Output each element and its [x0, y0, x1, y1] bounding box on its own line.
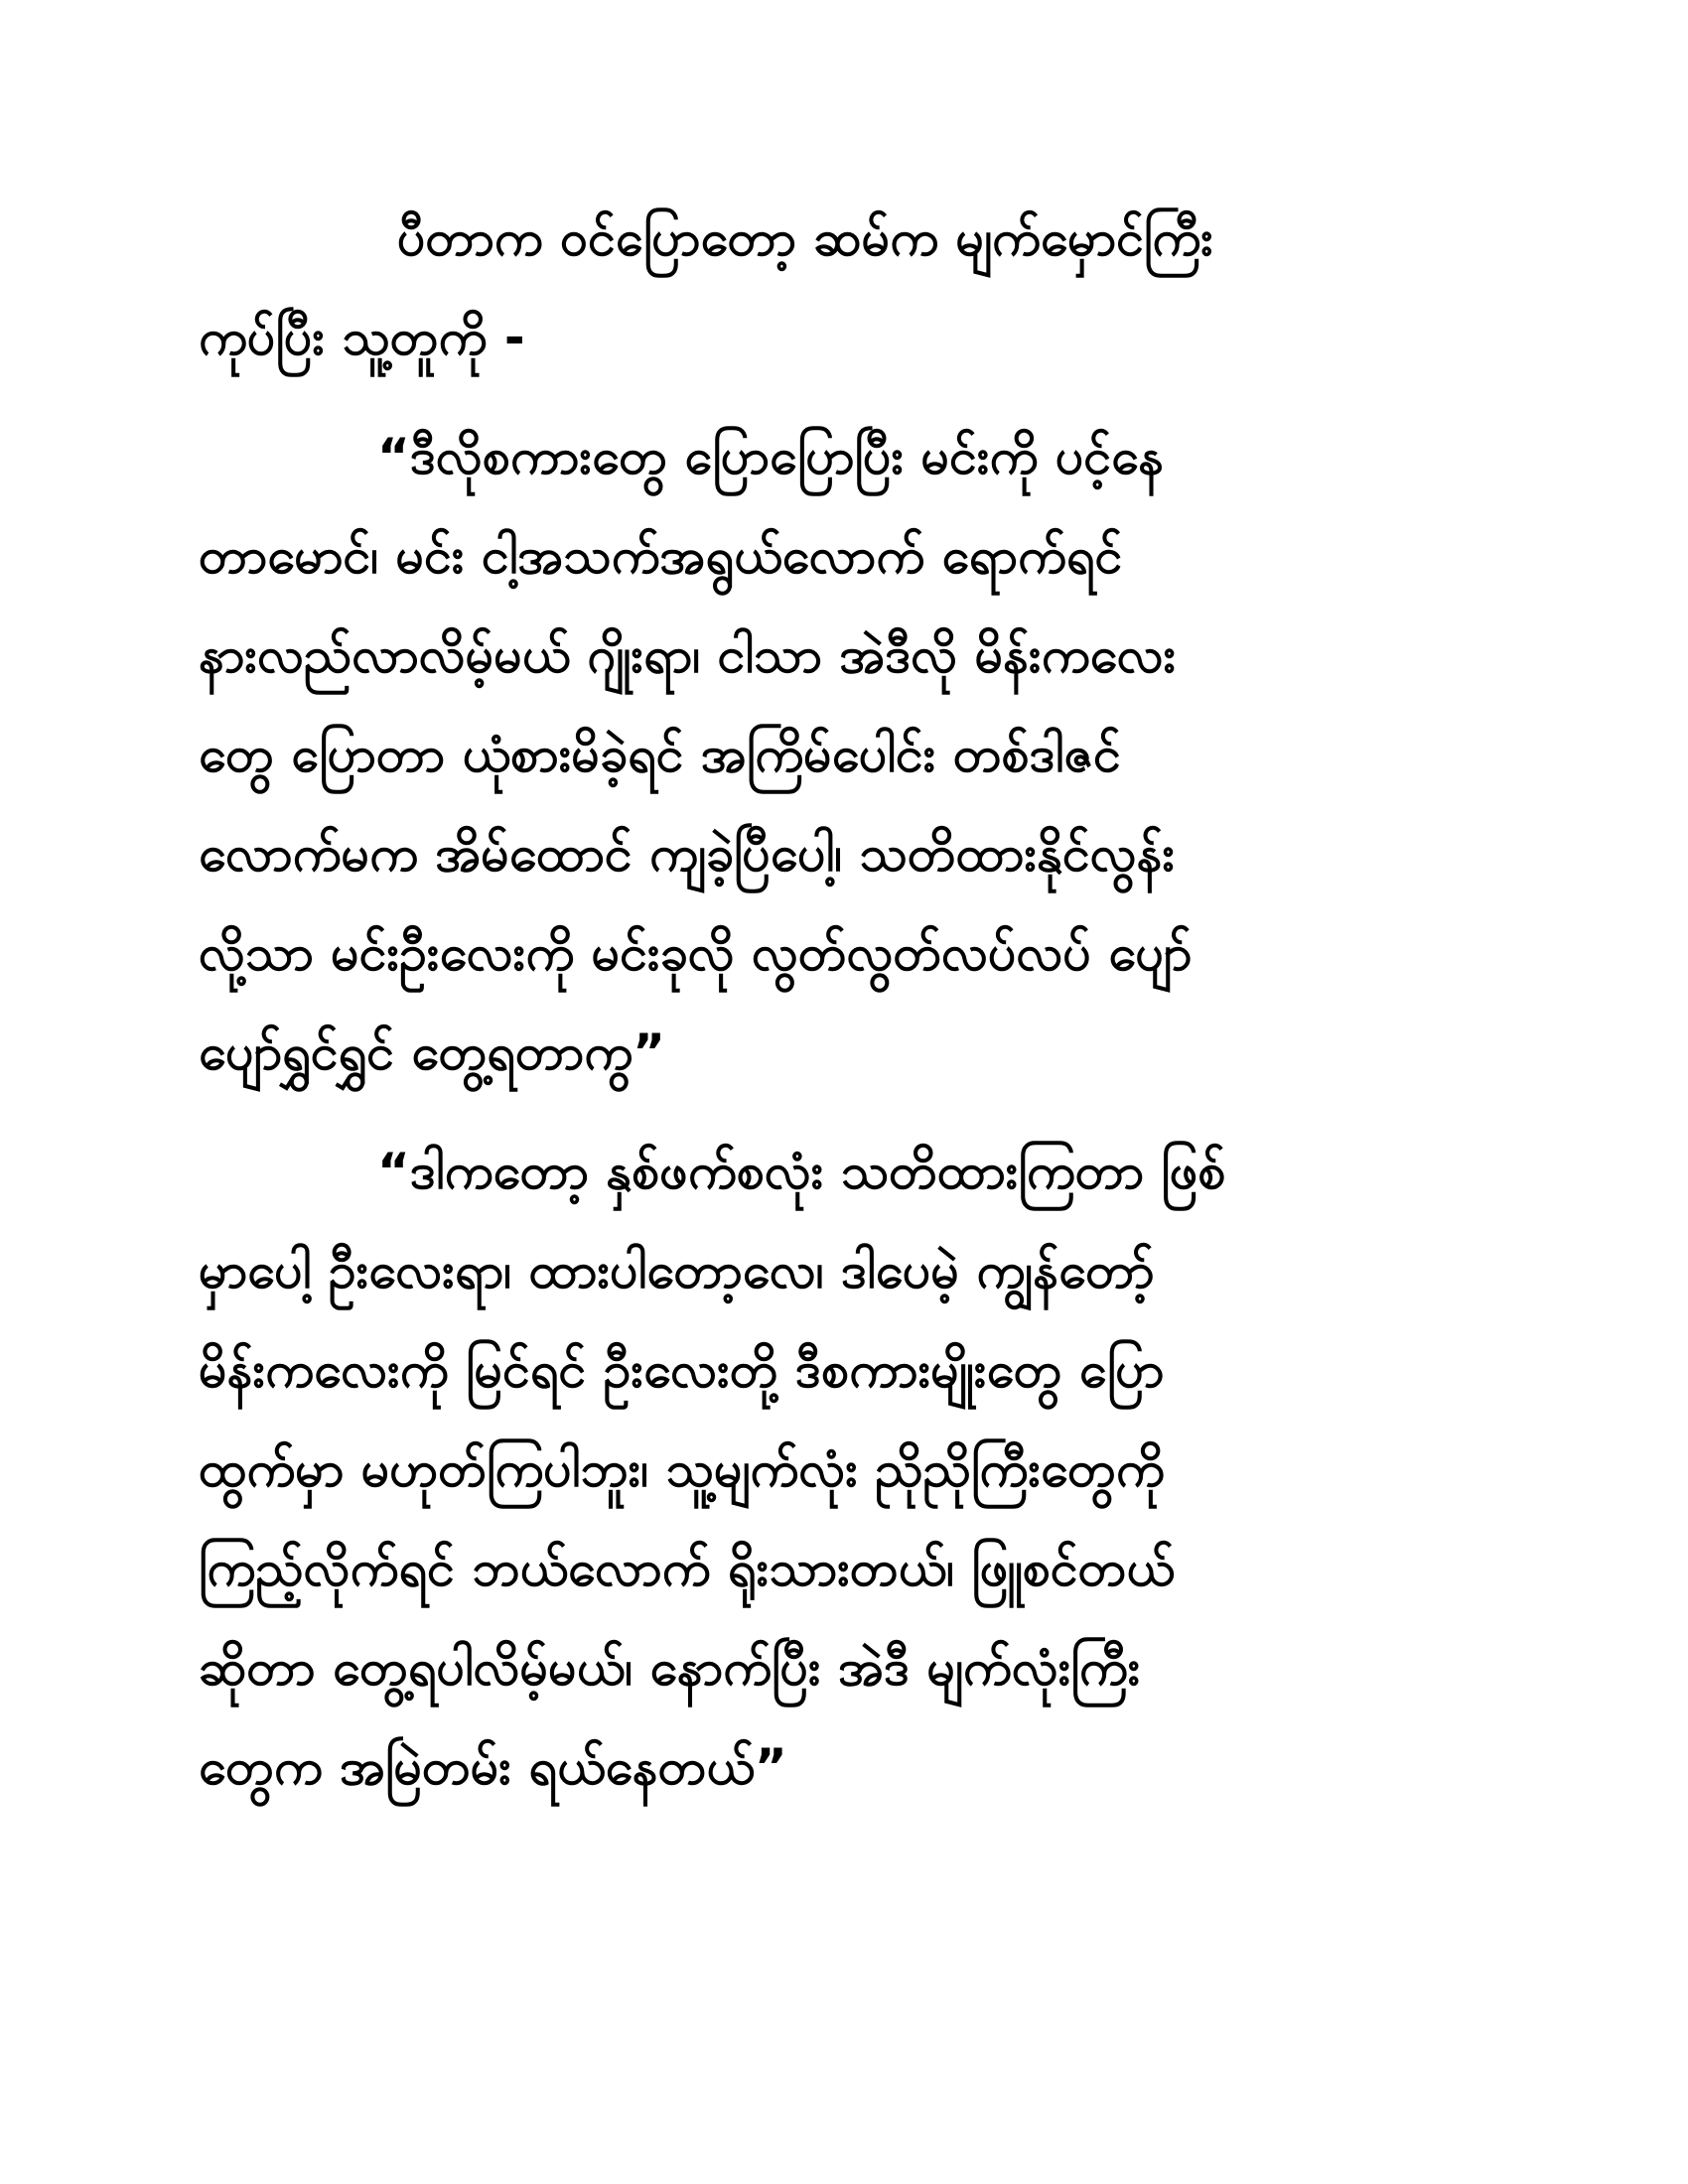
paragraph-line: ကြည့်လိုက်ရင် ဘယ်လောက် ရိုးသားတယ်၊ ဖြူစင်တယ်	[199, 1540, 1175, 1597]
paragraph-line: ပျော်ရွှင်ရွှင် တွေ့ရတာကွ”	[199, 1024, 665, 1081]
paragraph-line: လောက်မက အိမ်ထောင် ကျခဲ့ပြီပေါ့၊ သတိထားနိုင်လွန်း	[199, 825, 1176, 883]
paragraph-line: မှာပေါ့ ဦးလေးရာ၊ ထားပါတော့လေ၊ ဒါပေမဲ့ ကျွန်တော့်	[199, 1242, 1155, 1299]
paragraph-line: တွေ ပြောတာ ယုံစားမိခဲ့ရင် အကြိမ်ပေါင်း တစ်ဒါဇင်	[199, 726, 1121, 783]
paragraph-line: ကုပ်ပြီး သူ့တူကို -	[199, 309, 525, 366]
paragraph-line: “ဒီလိုစကားတွေ ပြောပြောပြီး မင်းကို ပင့်နေ	[377, 428, 1165, 485]
paragraph-line: တာမောင်၊ မင်း ငါ့အသက်အရွယ်လောက် ရောက်ရင်	[199, 527, 1123, 585]
paragraph-line: နားလည်လာလိမ့်မယ် ဂျိုးရာ၊ ငါသာ အဲဒီလို မိန်းကလေး	[199, 626, 1177, 684]
paragraph-line: ဆိုတာ တွေ့ရပါလိမ့်မယ်၊ နောက်ပြီး အဲဒီ မျက်လုံးကြီး	[199, 1639, 1141, 1697]
paragraph-line: တွေက အမြဲတမ်း ရယ်နေတယ်”	[199, 1738, 787, 1796]
paragraph-line: မိန်းကလေးကို မြင်ရင် ဦးလေးတို့ ဒီစကားမျိုးတွေ ပြော	[199, 1341, 1165, 1399]
paragraph-line: “ဒါကတော့ နှစ်ဖက်စလုံး သတိထားကြတာ ဖြစ်	[377, 1143, 1226, 1200]
paragraph-line: ထွက်မှာ မဟုတ်ကြပါဘူး၊ သူ့မျက်လုံး ညိုညိုကြီးတွေကို	[199, 1440, 1165, 1498]
paragraph-line: လို့သာ မင်းဦးလေးကို မင်းခုလို လွတ်လွတ်လပ်လပ် ပျော်	[199, 924, 1193, 982]
paragraph-line: ပီတာက ဝင်ပြောတော့ ဆမ်က မျက်မှောင်ကြီး	[397, 209, 1213, 267]
